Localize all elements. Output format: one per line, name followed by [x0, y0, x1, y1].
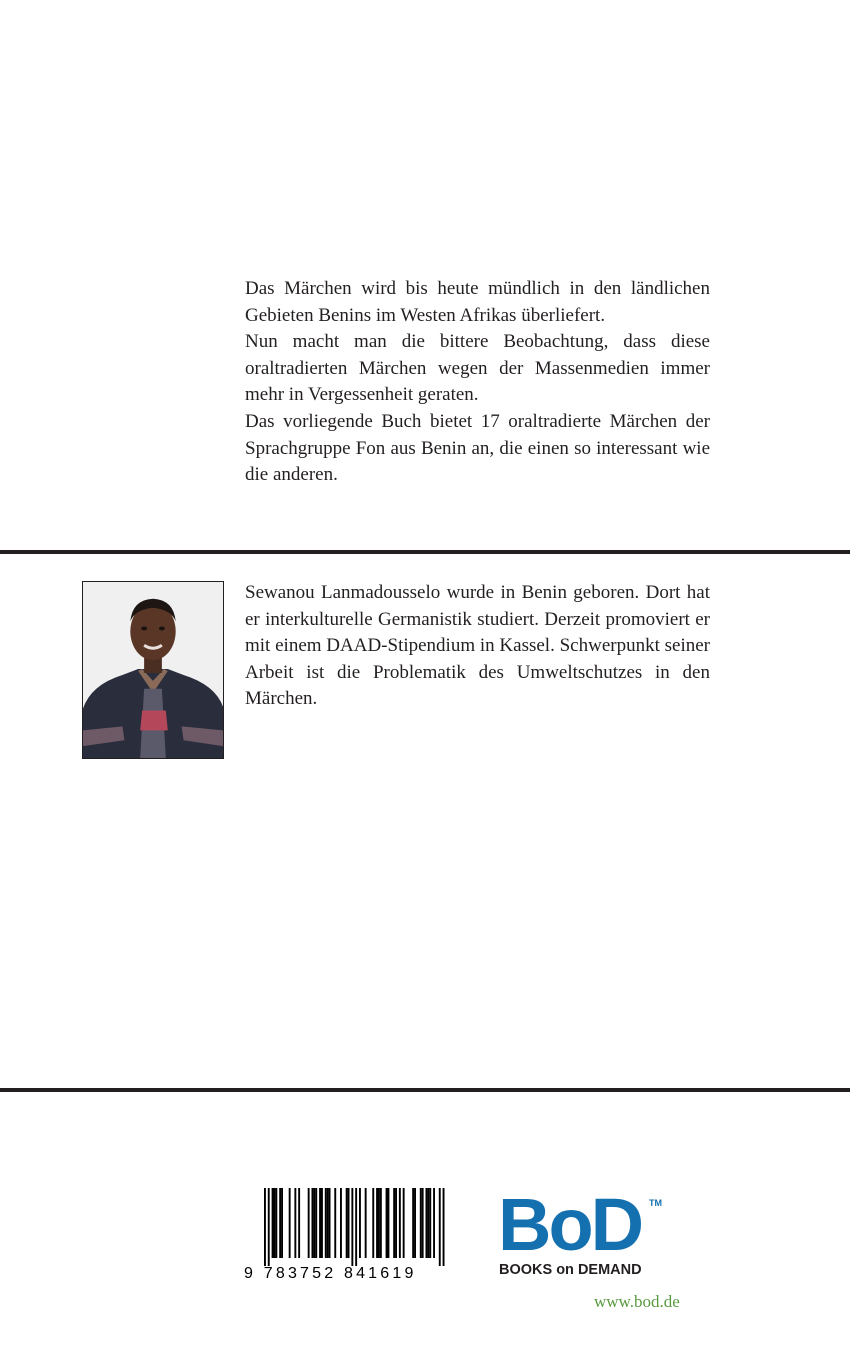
- back-cover-blurb: [245, 276, 710, 489]
- barcode-bar: [393, 1188, 395, 1258]
- barcode-bar: [403, 1188, 405, 1258]
- author-bio: Sewanou Lanmadousselo wurde in Benin geboren. Dort hat er interkulturelle Germanistik studiert. Derzeit promoviert er mit einem DAAD-Stipendium in Kassel. Schwerpunkt seiner Arbeit ist die Problematik des Umweltschutzes in den Märchen.: [245, 582, 710, 710]
- barcode-bar: [272, 1188, 274, 1258]
- barcode-bar: [334, 1188, 336, 1258]
- barcode-bar: [298, 1188, 300, 1258]
- barcode-bar: [321, 1188, 323, 1258]
- barcode-bar: [308, 1188, 310, 1258]
- barcode-bar: [294, 1188, 296, 1258]
- barcode-bar: [412, 1188, 414, 1258]
- barcode-bar: [399, 1188, 401, 1258]
- blurb-paragraph-1: Das Märchen wird bis heute mündlich in den ländlichen Gebieten Benins im Westen Afrikas überliefert.: [245, 278, 710, 326]
- trademark-mark: TM: [649, 1198, 662, 1208]
- barcode-bar: [388, 1188, 390, 1258]
- publisher-tagline: BOOKS on DEMAND: [499, 1262, 642, 1278]
- barcode-bar: [376, 1188, 378, 1258]
- barcode-bar: [420, 1188, 422, 1258]
- barcode-bar: [351, 1188, 353, 1266]
- barcode-bar: [359, 1188, 361, 1258]
- barcode-bar: [329, 1188, 331, 1258]
- barcode-bar: [319, 1188, 321, 1258]
- publisher-logo: [498, 1183, 668, 1282]
- barcode-bar: [340, 1188, 342, 1258]
- blurb-paragraph-2: Nun macht man die bittere Beobachtung, dass diese oraltradierten Märchen wegen der Massenmedien immer mehr in Vergessenheit geraten.: [245, 331, 710, 406]
- divider-bottom: [0, 1088, 850, 1092]
- barcode-bar: [443, 1188, 445, 1266]
- barcode-bar: [346, 1188, 348, 1258]
- barcode-bar: [279, 1188, 281, 1258]
- barcode-bar: [348, 1188, 350, 1258]
- publisher-logo-wordmark: BoD: [498, 1183, 642, 1266]
- barcode-bar: [429, 1188, 431, 1258]
- barcode-bar: [327, 1188, 329, 1258]
- barcode-bar: [365, 1188, 367, 1258]
- barcode-bar: [355, 1188, 357, 1266]
- barcode-bar: [315, 1188, 317, 1258]
- barcode-bar: [395, 1188, 397, 1258]
- barcode-bar: [422, 1188, 424, 1258]
- barcode-bar: [378, 1188, 380, 1258]
- barcode-bar: [433, 1188, 435, 1258]
- divider-top: [0, 550, 850, 554]
- barcode-bar: [274, 1188, 276, 1258]
- barcode-bar: [313, 1188, 315, 1258]
- barcode-bar: [281, 1188, 283, 1258]
- barcode-bar: [289, 1188, 291, 1258]
- isbn-number: 9 783752 841619: [244, 1265, 417, 1282]
- barcode-bar: [275, 1188, 277, 1258]
- barcode-bar: [312, 1188, 314, 1258]
- barcode-bar: [372, 1188, 374, 1258]
- barcode-bar: [380, 1188, 382, 1258]
- barcode-bar: [325, 1188, 327, 1258]
- author-photo: [82, 581, 224, 759]
- blurb-paragraph-3: Das vorliegende Buch bietet 17 oraltradierte Märchen der Sprachgruppe Fon aus Benin an, die einen so interessant wie die anderen.: [245, 410, 710, 486]
- publisher-url[interactable]: www.bod.de: [594, 1292, 680, 1311]
- barcode-bar: [439, 1188, 441, 1266]
- barcode-bar: [414, 1188, 416, 1258]
- barcode-bar: [427, 1188, 429, 1258]
- barcode-bar: [264, 1188, 266, 1266]
- barcode-bar: [426, 1188, 428, 1258]
- barcode-bar: [268, 1188, 270, 1266]
- barcode-bar: [386, 1188, 388, 1258]
